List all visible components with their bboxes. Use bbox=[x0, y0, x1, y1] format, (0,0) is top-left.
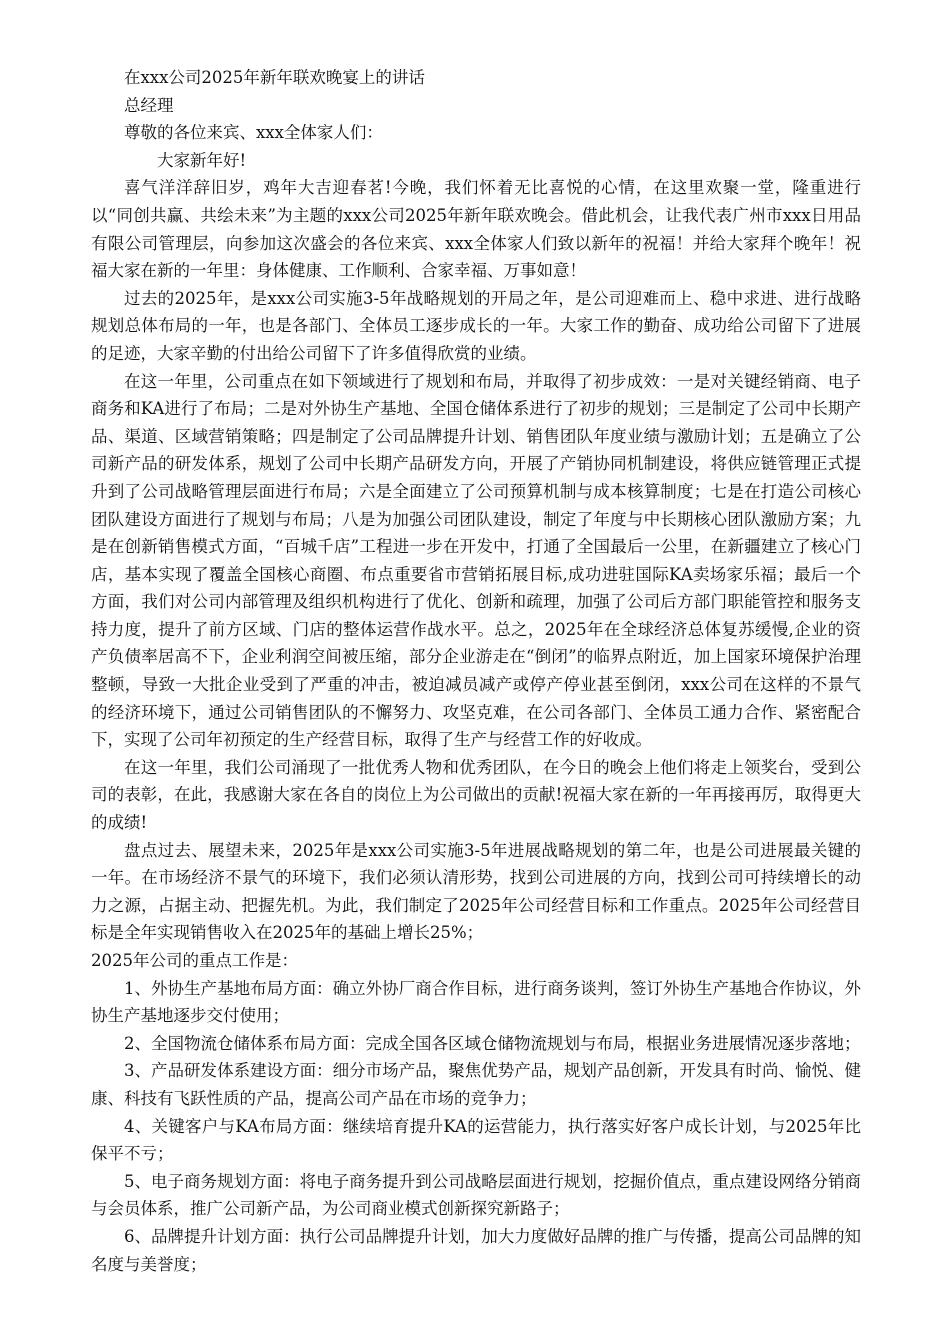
speech-title: 在xxx公司2025年新年联欢晚宴上的讲话 bbox=[124, 68, 425, 87]
speaker-role: 总经理 bbox=[124, 95, 174, 115]
paragraph-past-year: 过去的2025年，是xxx公司实施3-5年战略规划的开局之年，是公司迎难而上、稳中求进、进行战略规划总体布局的一年，也是各部门、全体员工逐步成长的一年。大家工作的勤奋、成功给公司留下了进展的足迹，大家辛勤的付出给公司留下了许多值得欣赏的业绩。 bbox=[91, 288, 861, 363]
focus-item: 3、产品研发体系建设方面：细分市场产品，聚焦优势产品，规划产品创新，开发具有时尚、愉悦、健康、科技有飞跃性质的产品，提高公司产品在市场的竞争力； bbox=[91, 1061, 861, 1108]
greeting: 大家新年好! bbox=[157, 150, 247, 170]
speech-document bbox=[91, 64, 861, 1278]
paragraph-achievements: 在这一年里，公司重点在如下领域进行了规划和布局，并取得了初步成效：一是对关键经销商、电子商务和KA进行了布局；二是对外协生产基地、全国仓储体系进行了初步的规划；三是制定了公司中长期产品、渠道、区域营销策略；四是制定了公司品牌提升计划、销售团队年度业绩与激励计划；五是确立了公司新产品的研发体系，规划了公司中长期产品研发方向，开展了产销协同机制建设，将供应链管理正式提升到了公司战略管理层面进行布局；六是全面建立了公司预算机制与成本核算制度；七是在打造公司核心团队建设方面进行了规划与布局；八是为加强公司团队建设，制定了年度与中长期核心团队激励方案；九是在创新销售模式方面，“百城千店”工程进一步在开发中，打通了全国最后一公里，在新疆建立了核心门店，基本实现了覆盖全国核心商圈、布点重要省市营销拓展目标,成功进驻国际KA卖场家乐福；最后一个方面，我们对公司内部管理及组织机构进行了优化、创新和疏理，加强了公司后方部门职能管控和服务支持力度，提升了前方区域、门店的整体运营作战水平。总之，2025年在全球经济总体复苏缓慢,企业的资产负债率居高不下，企业利润空间被压缩，部分企业游走在“倒闭”的临界点附近，加上国家环境保护治理整顿，导致一大批企业受到了严重的冲击，被迫减员减产或停产停业甚至倒闭，xxx公司在这样的不景气的经济环境下，通过公司销售团队的不懈努力、攻坚克难，在公司各部门、全体员工通力合作、紧密配合下，实现了公司年初预定的生产经营目标，取得了生产与经营工作的好收成。 bbox=[91, 371, 861, 750]
focus-intro: 2025年公司的重点工作是： bbox=[91, 951, 298, 970]
focus-item: 1、外协生产基地布局方面：确立外协厂商合作目标，进行商务谈判，签订外协生产基地合作协议，外协生产基地逐步交付使用； bbox=[91, 978, 861, 1026]
paragraph-outlook: 盘点过去、展望未来，2025年是xxx公司实施3-5年进展战略规划的第二年，也是公司进展最关键的一年。在市场经济不景气的环境下，我们必须认清形势，找到公司进展的方向，找到公司可持续增长的动力之源，占据主动、把握先机。为此，我们制定了2025年公司经营目标和工作重点。2025年公司经营目标是全年实现销售收入在2025年的基础上增长25%； bbox=[91, 840, 861, 943]
salutation: 尊敬的各位来宾、xxx全体家人们： bbox=[124, 123, 383, 143]
focus-item: 6、品牌提升计划方面：执行公司品牌提升计划，加大力度做好品牌的推广与传播，提高公司品牌的知名度与美誉度； bbox=[91, 1226, 861, 1274]
focus-item: 5、电子商务规划方面：将电子商务提升到公司战略层面进行规划，挖掘价值点，重点建设网络分销商与会员体系，推广公司新产品，为公司商业模式创新探究新路子； bbox=[91, 1171, 861, 1219]
focus-item: 4、关键客户与KA布局方面：继续培育提升KA的运营能力，执行落实好客户成长计划，与2025年比保平不亏； bbox=[91, 1116, 861, 1164]
paragraph-opening: 喜气洋洋辞旧岁，鸡年大吉迎春茗!今晚，我们怀着无比喜悦的心情，在这里欢聚一堂，隆重进行以“同创共赢、共绘未来”为主题的xxx公司2025年新年联欢晚会。借此机会，让我代表广州市xxx日用品有限公司管理层，向参加这次盛会的各位来宾、xxx全体家人们致以新年的祝福！并给大家拜个晚年！祝福大家在新的一年里：身体健康、工作顺利、合家幸福、万事如意！ bbox=[91, 178, 861, 281]
paragraph-recognition: 在这一年里，我们公司涌现了一批优秀人物和优秀团队，在今日的晚会上他们将走上领奖台，受到公司的表彰，在此，我感谢大家在各自的岗位上为公司做出的贡献!祝福大家在新的一年再接再厉，取得更大的成绩! bbox=[91, 757, 861, 833]
focus-item: 2、全国物流仓储体系布局方面：完成全国各区域仓储物流规划与布局，根据业务进展情况逐步落地； bbox=[124, 1033, 861, 1053]
